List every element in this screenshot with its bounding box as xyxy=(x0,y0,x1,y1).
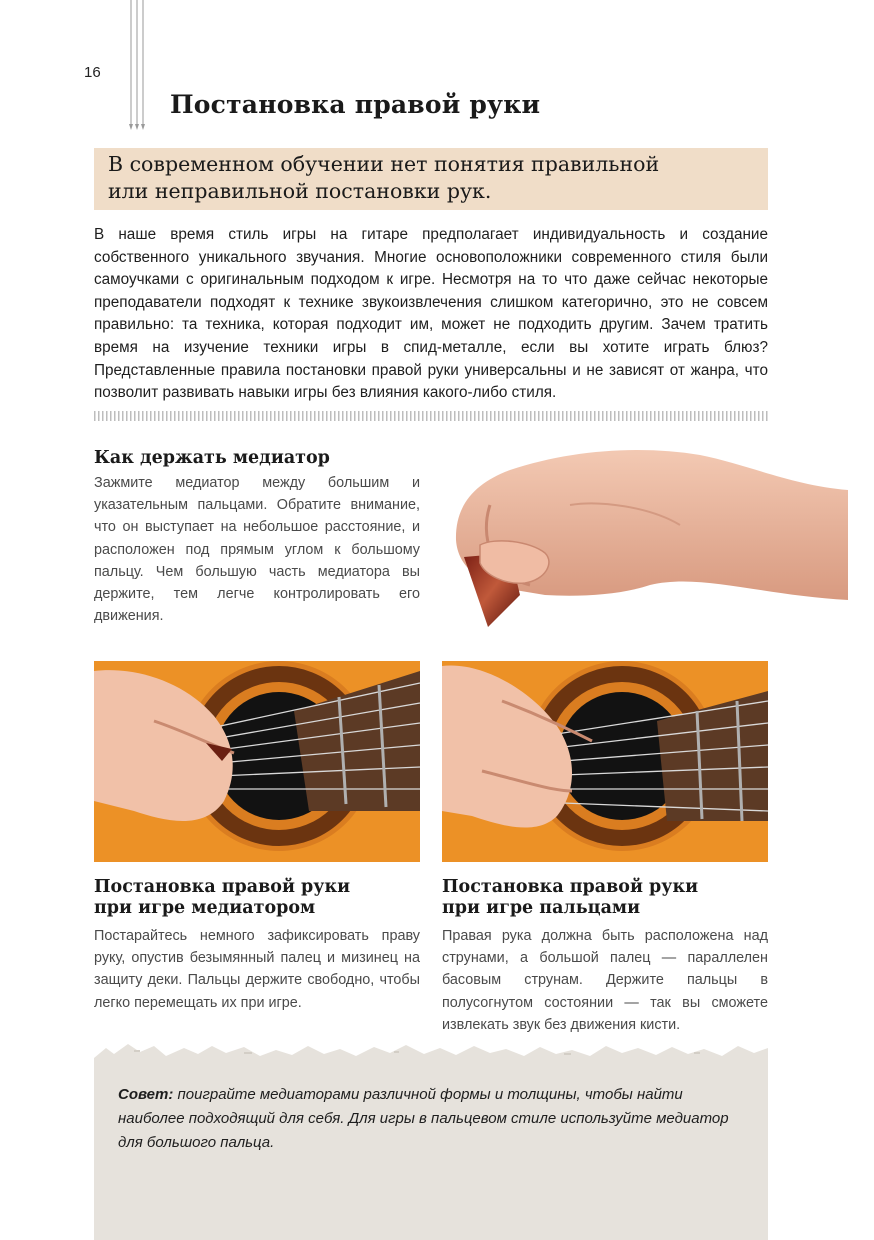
lead-line-2: или неправильной постановки рук. xyxy=(108,179,492,203)
tip-body: поиграйте медиаторами различной формы и толщины, чтобы найти наиболее подходящий для себя. Для игры в пальцевом стиле используйте медиатор для большого пальца. xyxy=(118,1086,729,1151)
pick-caption-text: Постарайтесь немного зафиксировать праву руку, опустив безымянный палец и мизинец на защиту деки. Пальцы держите свободно, чтобы легко перемещать их при игре. xyxy=(94,928,420,1011)
tip-label: Совет: xyxy=(118,1086,174,1103)
finger-caption-title-line-1: Постановка правой руки xyxy=(442,877,699,897)
hand-holding-pick-photo xyxy=(450,445,848,635)
tip-text xyxy=(118,1083,746,1155)
finger-caption-text: Правая рука должна быть расположена над струнами, а большой палец — параллелен басовым струнам. Держите пальцы в полусогнутом состоянии — так вы сможете извлекать звук без движения кисти. xyxy=(442,928,768,1033)
pick-section-title: Как держать медиатор xyxy=(94,448,330,468)
pick-caption-title xyxy=(94,877,424,919)
torn-paper-edge xyxy=(94,1034,768,1068)
pick-section-text: Зажмите медиатор между большим и указательным пальцами. Обратите внимание, что он выступает на небольшое расстояние, и расположен под прямым углом к большому пальцу. Чем большую часть медиатора вы держите, тем легче контролировать его движения. xyxy=(94,475,420,625)
page-number: 16 xyxy=(84,64,101,81)
page-title: Постановка правой руки xyxy=(170,90,541,119)
pick-caption-title-line-2: при игре медиатором xyxy=(94,898,316,918)
guitar-pick-technique-photo xyxy=(94,661,420,862)
pick-caption-title-line-1: Постановка правой руки xyxy=(94,877,351,897)
section-divider xyxy=(94,411,768,421)
intro-paragraph: В наше время стиль игры на гитаре предполагает индивидуальность и создание собственного уникального звучания. Многие основоположники современного стиля были самоучками с оригинальным подходом к игре. Несмотря на то что даже сейчас некоторые преподаватели подходят к технике звукоизвлечения слишком категорично, это не совсем правильно: та техника, которая подходит им, может не подходить другим. Зачем тратить время на изучение техники игры в спид-металле, если вы хотите играть блюз? Представленные правила постановки правой руки универсальны и не зависят от жанра, что позволит развивать навыки игры без влияния какого-либо стиля. xyxy=(94,226,768,402)
guitar-strings-decoration xyxy=(128,0,148,132)
lead-callout xyxy=(94,148,768,210)
finger-caption-title-line-2: при игре пальцами xyxy=(442,898,641,918)
guitar-finger-technique-photo xyxy=(442,661,768,862)
finger-caption-title xyxy=(442,877,772,919)
lead-line-1: В современном обучении нет понятия правильной xyxy=(108,152,660,176)
